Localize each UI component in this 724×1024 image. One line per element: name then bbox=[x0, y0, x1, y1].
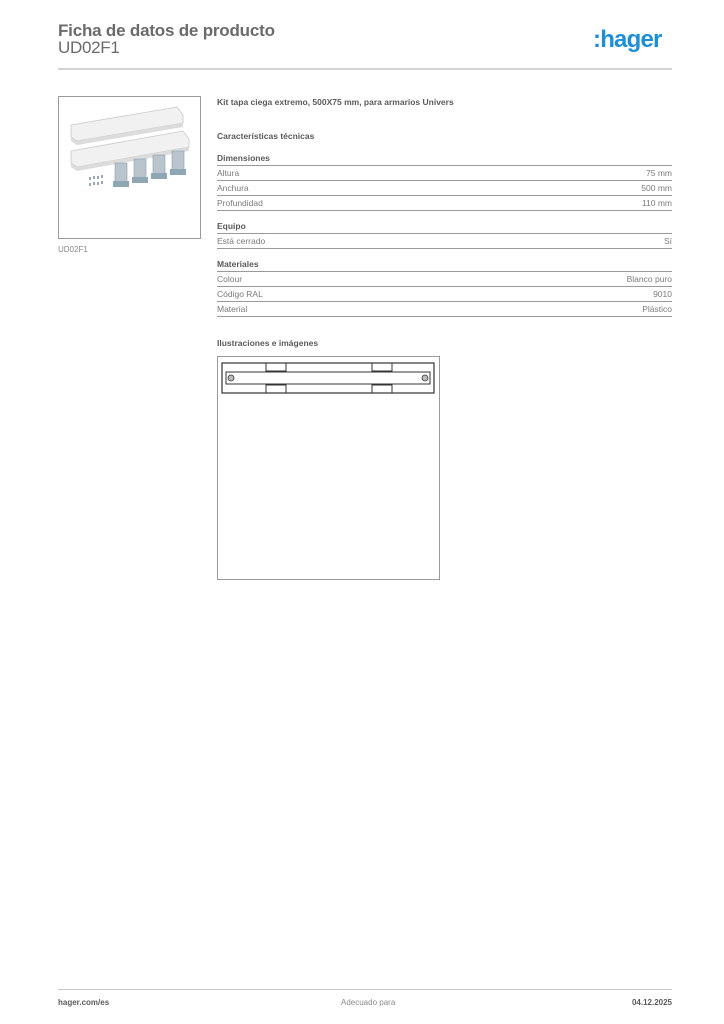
product-image-caption: UD02F1 bbox=[58, 245, 88, 254]
footer-date: 04.12.2025 bbox=[631, 998, 672, 1007]
document-title: Ficha de datos de producto bbox=[58, 21, 275, 40]
spec-row bbox=[217, 181, 672, 196]
group-title: Equipo bbox=[217, 220, 672, 234]
spec-row bbox=[217, 234, 672, 249]
footer-website-link[interactable]: hager.com/es bbox=[58, 998, 110, 1007]
product-details bbox=[217, 96, 672, 349]
spec-row bbox=[217, 196, 672, 211]
spec-row bbox=[217, 272, 672, 287]
spec-label: Anchura bbox=[217, 183, 249, 193]
spec-value: 75 mm bbox=[646, 168, 672, 178]
spec-value: Plástico bbox=[642, 304, 672, 314]
technical-drawing bbox=[217, 356, 440, 580]
illustrations-heading: Ilustraciones e imágenes bbox=[217, 338, 319, 348]
spec-value: Blanco puro bbox=[626, 274, 672, 284]
spec-value: Sí bbox=[663, 236, 672, 246]
spec-value: 110 mm bbox=[641, 198, 672, 208]
footer-divider bbox=[58, 989, 672, 990]
spec-group-dimensions bbox=[217, 152, 672, 211]
spec-label: Código RAL bbox=[217, 289, 263, 299]
spec-group-equipment bbox=[217, 220, 672, 249]
spec-value: 9010 bbox=[653, 289, 672, 299]
hager-logo: :hager bbox=[593, 26, 662, 53]
technical-drawing-icon bbox=[218, 357, 439, 579]
spec-value: 500 mm bbox=[641, 183, 672, 193]
spec-label: Material bbox=[217, 304, 248, 314]
product-image bbox=[58, 96, 201, 239]
spec-label: Altura bbox=[217, 168, 240, 178]
spec-row bbox=[217, 166, 672, 181]
spec-label: Está cerrado bbox=[217, 236, 266, 246]
spec-label: Profundidad bbox=[217, 198, 263, 208]
spec-label: Colour bbox=[217, 274, 243, 284]
product-kit-image-icon bbox=[59, 97, 200, 238]
group-title: Materiales bbox=[217, 258, 672, 272]
footer-suitable-for: Adecuado para bbox=[341, 998, 396, 1007]
technical-characteristics-heading: Características técnicas bbox=[217, 131, 315, 141]
spec-row bbox=[217, 287, 672, 302]
group-title: Dimensiones bbox=[217, 152, 672, 166]
header-divider bbox=[58, 68, 672, 70]
product-description: Kit tapa ciega extremo, 500X75 mm, para armarios Univers bbox=[217, 97, 454, 107]
spec-group-materials bbox=[217, 258, 672, 317]
spec-row bbox=[217, 302, 672, 317]
product-code: UD02F1 bbox=[58, 38, 120, 57]
